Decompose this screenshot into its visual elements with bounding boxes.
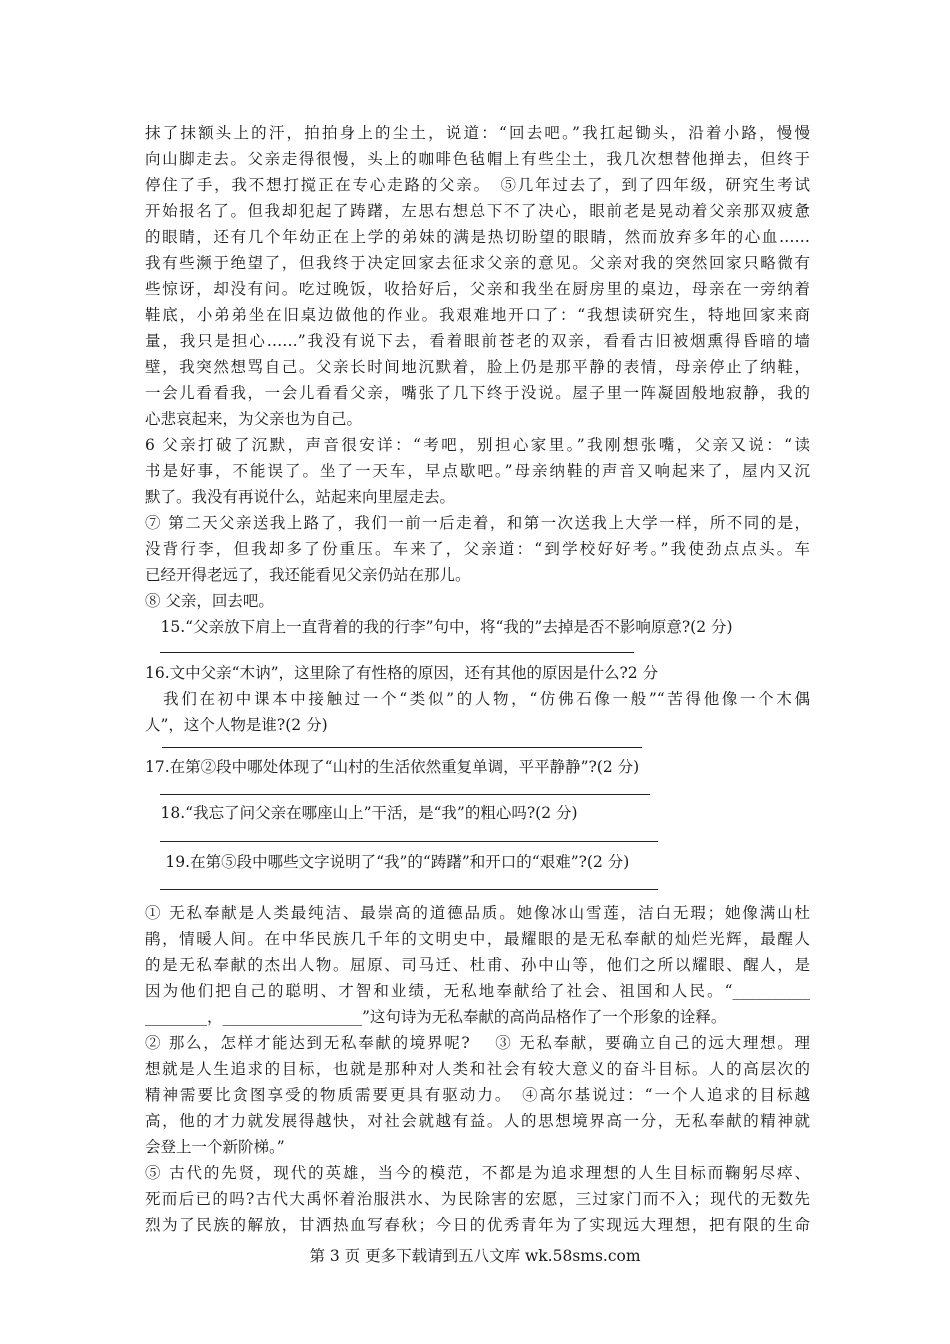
text-line: ⑦ 第二天父亲送我上路了，我们一前一后走着，和第一次送我上大学一样，所不同的是， [145, 514, 810, 532]
question-16: 16.文中父亲“木讷”，这里除了有性格的原因，还有其他的原因是什么?2 分 [145, 664, 659, 682]
text-line: 心悲哀起来，为父亲也为自己。 [145, 410, 363, 428]
answer-line-19[interactable] [160, 889, 658, 890]
text-line: 鹃，情暖人间。在中华民族几千年的文明史中，最耀眼的是无私奉献的灿烂光辉，最醒人 [145, 930, 810, 948]
question-16-sub: 人”，这个人物是谁?(2 分) [145, 716, 328, 734]
answer-line-15[interactable] [160, 652, 634, 653]
text-line: 没背行李，但我却多了份重压。车来了，父亲道：“到学校好好考。”我使劲点点头。车 [145, 540, 810, 558]
page-footer: 第 3 页 更多下载请到五八文库 wk.58sms.com [309, 1247, 641, 1265]
text-line: 鞋底，小弟弟坐在旧桌边做他的作业。我艰难地开口了：“我想读研究生，特地回家来商 [145, 306, 810, 324]
text-line: 一会儿看看我，一会儿看看父亲，嘴张了几下终于没说。屋子里一阵凝固般地寂静，我的 [145, 384, 810, 402]
text-line: 烈为了民族的解放，甘洒热血写春秋；今日的优秀青年为了实现远大理想，把有限的生命 [145, 1216, 810, 1234]
text-line: 壁，我突然想骂自己。父亲长时间地沉默着，脸上仍是那平静的表情，母亲停止了纳鞋， [145, 358, 810, 376]
question-17: 17.在第②段中哪处体现了“山村的生活依然重复单调，平平静静”?(2 分) [145, 758, 640, 776]
text-line: 的是无私奉献的杰出人物。屈原、司马迁、杜甫、孙中山等，他们之所以耀眼、醒人，是 [145, 956, 810, 974]
text-line: 抹了抹额头上的汗，拍拍身上的尘土，说道：“回去吧。”我扛起锄头，沿着小路，慢慢 [145, 124, 810, 142]
text-line: 些惊讶，却没有问。吃过晚饭，收拾好后，父亲和我坐在厨房里的桌边，母亲在一旁纳着 [145, 280, 810, 298]
text-line: 默了。我没有再说什么，站起来向里屋走去。 [145, 488, 456, 506]
text-line: ① 无私奉献是人类最纯洁、最崇高的道德品质。她像冰山雪莲，洁白无瑕；她像满山杜 [145, 904, 810, 922]
answer-line-17[interactable] [160, 794, 650, 795]
text-line: 高，他的才力就发展得越快，对社会就越有益。人的思想境界高一分，无私奉献的精神就 [145, 1112, 810, 1130]
question-19: 19.在第⑤段中哪些文字说明了“我”的“踌躇”和开口的“艰难”?(2 分) [145, 853, 630, 871]
text-line: ⑧ 父亲，回去吧。 [145, 592, 274, 610]
text-line: 量，我只是担心……”我没有说下去，看着眼前苍老的双亲，看看古旧被烟熏得昏暗的墙 [145, 332, 810, 350]
question-16-sub: 我们在初中课本中接触过一个“类似”的人物，“仿佛石像一般”“苦得他像一个木偶 [145, 690, 810, 708]
text-line: 6 父亲打破了沉默，声音很安详：“考吧，别担心家里。”我刚想张嘴，父亲又说：“读 [145, 436, 810, 454]
text-line: 开始报名了。但我却犯起了踌躇，左思右想总下不了决心，眼前老是晃动着父亲那双疲惫 [145, 202, 810, 220]
text-line: 我有些濒于绝望了，但我终于决定回家去征求父亲的意见。父亲对我的突然回家只略微有 [145, 254, 810, 272]
text-line: ② 那么，怎样才能达到无私奉献的境界呢? ③ 无私奉献，要确立自己的远大理想。理 [145, 1034, 810, 1052]
text-line: 书是好事，不能误了。坐了一天车，早点歇吧。”母亲纳鞋的声音又响起来了，屋内又沉 [145, 462, 810, 480]
text-line: 精神需要比贪图享受的物质需要更具有驱动力。 ④高尔基说过：“一个人追求的目标越 [145, 1086, 810, 1104]
text-line: ⑤ 古代的先贤，现代的英雄，当今的模范，不都是为追求理想的人生目标而鞠躬尽瘁、 [145, 1164, 810, 1182]
text-line: ________，__________________”这句诗为无私奉献的高尚品格作了一个形象的诠释。 [145, 1008, 727, 1026]
text-line: 已经开得老远了，我还能看见父亲仍站在那儿。 [145, 566, 471, 584]
text-line: 停住了手，我不想打搅正在专心走路的父亲。 ⑤几年过去了，到了四年级，研究生考试 [145, 176, 810, 194]
answer-line-18[interactable] [160, 841, 658, 842]
text-line: 会登上一个新阶梯。” [145, 1138, 285, 1156]
text-line: 想就是人生追求的目标，也就是那种对人类和社会有较大意义的奋斗目标。人的高层次的 [145, 1060, 810, 1078]
question-15: 15.“父亲放下肩上一直背着的我的行李”句中，将“我的”去掉是否不影响原意?(2 分) [145, 618, 733, 636]
text-line: 的眼睛，还有几个年幼正在上学的弟妹的满是热切盼望的眼睛，然而放弃多年的心血…… [145, 228, 810, 246]
text-line: 向山脚走去。父亲走得很慢，头上的咖啡色毡帽上有些尘土，我几次想替他掸去，但终于 [145, 150, 810, 168]
question-18: 18.“我忘了问父亲在哪座山上”干活，是“我”的粗心吗?(2 分) [145, 804, 578, 822]
answer-line-16[interactable] [162, 747, 642, 748]
text-line: 因为他们把自己的聪明、才智和业绩，无私地奉献给了社会、祖国和人民。“__________ [145, 982, 810, 1000]
text-line: 死而后已的吗?古代大禹怀着治服洪水、为民除害的宏愿，三过家门而不入；现代的无数先 [145, 1190, 810, 1208]
